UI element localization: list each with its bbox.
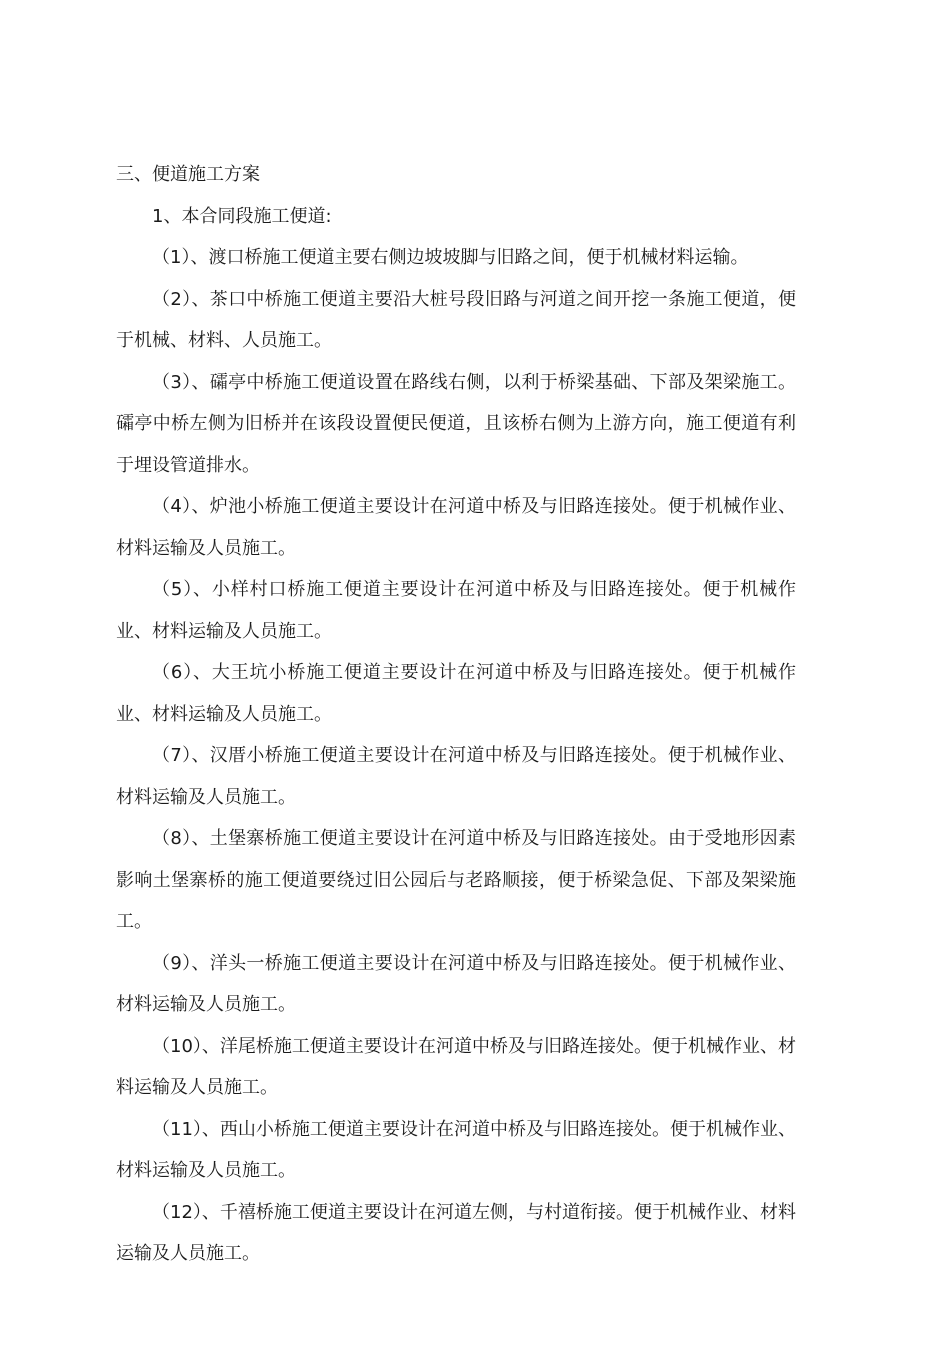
paragraph-item-1: （1）、渡口桥施工便道主要右侧边坡坡脚与旧路之间，便于机械材料运输。 [152, 247, 749, 268]
paragraph-item-9: （9）、洋头一桥施工便道主要设计在河道中桥及与旧路连接处。便于机械作业、材料运输及人员施工。 [116, 952, 796, 1015]
section-title: 三、便道施工方案 [116, 164, 260, 185]
paragraph-item-3: （3）、礵亭中桥施工便道设置在路线右侧，以利于桥梁基础、下部及架梁施工。礵亭中桥左侧为旧桥并在该段设置便民便道，且该桥右侧为上游方向，施工便道有利于埋设管道排水。 [116, 371, 796, 476]
paragraph-item-6: （6）、大王坑小桥施工便道主要设计在河道中桥及与旧路连接处。便于机械作业、材料运输及人员施工。 [116, 662, 796, 725]
document-body [116, 154, 796, 1275]
paragraph-item-11: （11）、西山小桥施工便道主要设计在河道中桥及与旧路连接处。便于机械作业、材料运输及人员施工。 [116, 1118, 796, 1181]
paragraph-item-8: （8）、土堡寨桥施工便道主要设计在河道中桥及与旧路连接处。由于受地形因素影响土堡寨桥的施工便道要绕过旧公园后与老路顺接，便于桥梁急促、下部及架梁施工。 [116, 828, 796, 932]
paragraph-item-7: （7）、汉厝小桥施工便道主要设计在河道中桥及与旧路连接处。便于机械作业、材料运输及人员施工。 [116, 745, 796, 808]
paragraph-item-12: （12）、千禧桥施工便道主要设计在河道左侧，与村道衔接。便于机械作业、材料运输及人员施工。 [116, 1201, 796, 1264]
paragraph-item-5: （5）、小样村口桥施工便道主要设计在河道中桥及与旧路连接处。便于机械作业、材料运输及人员施工。 [116, 579, 796, 642]
subsection-title: 1、本合同段施工便道: [152, 205, 332, 227]
paragraph-item-4: （4）、炉池小桥施工便道主要设计在河道中桥及与旧路连接处。便于机械作业、材料运输及人员施工。 [116, 496, 796, 559]
paragraph-item-2: （2）、茶口中桥施工便道主要沿大桩号段旧路与河道之间开挖一条施工便道，便于机械、材料、人员施工。 [116, 288, 796, 351]
paragraph-item-10: （10）、洋尾桥施工便道主要设计在河道中桥及与旧路连接处。便于机械作业、材料运输及人员施工。 [116, 1035, 796, 1098]
